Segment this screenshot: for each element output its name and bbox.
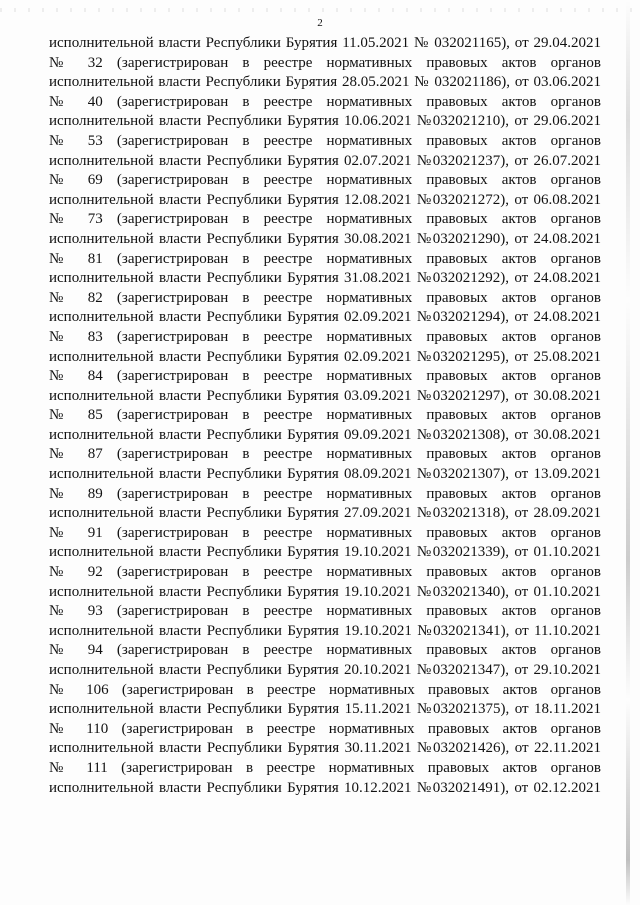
- text-line: № 40 (зарегистрирован в реестре нормативных правовых актов органов: [49, 93, 601, 110]
- text-line: исполнительной власти Республики Бурятия 28.05.2021 № 032021186), от 03.06.2021: [49, 74, 601, 91]
- text-line: № 85 (зарегистрирован в реестре нормативных правовых актов органов: [49, 407, 601, 424]
- text-line: исполнительной власти Республики Бурятия 08.09.2021 №032021307), от 13.09.2021: [49, 466, 601, 483]
- text-line: исполнительной власти Республики Бурятия 19.10.2021 №032021341), от 11.10.2021: [49, 622, 601, 639]
- text-line: исполнительной власти Республики Бурятия 02.07.2021 №032021237), от 26.07.2021: [49, 152, 601, 169]
- scan-artifact-top: [0, 8, 640, 12]
- text-line: № 92 (зарегистрирован в реестре нормативных правовых актов органов: [49, 564, 601, 581]
- text-line: исполнительной власти Республики Бурятия 02.09.2021 №032021295), от 25.08.2021: [49, 348, 601, 365]
- scan-artifact-right-edge: [626, 0, 630, 905]
- text-line: исполнительной власти Республики Бурятия 09.09.2021 №032021308), от 30.08.2021: [49, 426, 601, 443]
- text-line: № 53 (зарегистрирован в реестре нормативных правовых актов органов: [49, 132, 601, 149]
- text-line: № 69 (зарегистрирован в реестре нормативных правовых актов органов: [49, 172, 601, 189]
- text-line: исполнительной власти Республики Бурятия 19.10.2021 №032021339), от 01.10.2021: [49, 544, 601, 561]
- page-number: 2: [317, 17, 323, 29]
- text-line: № 83 (зарегистрирован в реестре нормативных правовых актов органов: [49, 328, 601, 345]
- text-line: исполнительной власти Республики Бурятия 19.10.2021 №032021340), от 01.10.2021: [49, 583, 601, 600]
- text-line: № 87 (зарегистрирован в реестре нормативных правовых актов органов: [49, 446, 601, 463]
- text-line: исполнительной власти Республики Бурятия 10.06.2021 №032021210), от 29.06.2021: [49, 113, 601, 130]
- text-line: № 111 (зарегистрирован в реестре нормативных правовых актов органов: [49, 759, 601, 776]
- text-line: № 94 (зарегистрирован в реестре нормативных правовых актов органов: [49, 642, 601, 659]
- text-line: исполнительной власти Республики Бурятия 20.10.2021 №032021347), от 29.10.2021: [49, 662, 601, 678]
- text-line: № 106 (зарегистрирован в реестре нормативных правовых актов органов: [49, 681, 601, 698]
- text-line: исполнительной власти Республики Бурятия 15.11.2021 №032021375), от 18.11.2021: [49, 701, 601, 718]
- text-line: исполнительной власти Республики Бурятия 30.11.2021 №032021426), от 22.11.2021: [49, 740, 601, 757]
- text-line: исполнительной власти Республики Бурятия 11.05.2021 № 032021165), от 29.04.2021: [49, 35, 601, 51]
- text-line: № 110 (зарегистрирован в реестре нормативных правовых актов органов: [49, 720, 601, 737]
- text-line: исполнительной власти Республики Бурятия 03.09.2021 №032021297), от 30.08.2021: [49, 387, 601, 404]
- text-line: № 81 (зарегистрирован в реестре нормативных правовых актов органов: [49, 250, 601, 267]
- text-line: исполнительной власти Республики Бурятия 31.08.2021 №032021292), от 24.08.2021: [49, 270, 601, 287]
- text-line: исполнительной власти Республики Бурятия 02.09.2021 №032021294), от 24.08.2021: [49, 309, 601, 326]
- text-line: № 82 (зарегистрирован в реестре нормативных правовых актов органов: [49, 289, 601, 306]
- text-line: № 84 (зарегистрирован в реестре нормативных правовых актов органов: [49, 368, 601, 385]
- document-body: [49, 34, 601, 798]
- text-line: № 32 (зарегистрирован в реестре нормативных правовых актов органов: [49, 54, 601, 71]
- text-line: № 73 (зарегистрирован в реестре нормативных правовых актов органов: [49, 211, 601, 228]
- text-line: исполнительной власти Республики Бурятия 30.08.2021 №032021290), от 24.08.2021: [49, 230, 601, 247]
- text-line: № 93 (зарегистрирован в реестре нормативных правовых актов органов: [49, 603, 601, 620]
- text-line: № 91 (зарегистрирован в реестре нормативных правовых актов органов: [49, 524, 601, 541]
- text-line: исполнительной власти Республики Бурятия 27.09.2021 №032021318), от 28.09.2021: [49, 505, 601, 522]
- text-line: исполнительной власти Республики Бурятия 12.08.2021 №032021272), от 06.08.2021: [49, 191, 601, 208]
- text-line: № 89 (зарегистрирован в реестре нормативных правовых актов органов: [49, 485, 601, 502]
- text-line: исполнительной власти Республики Бурятия 10.12.2021 №032021491), от 02.12.2021: [49, 779, 601, 796]
